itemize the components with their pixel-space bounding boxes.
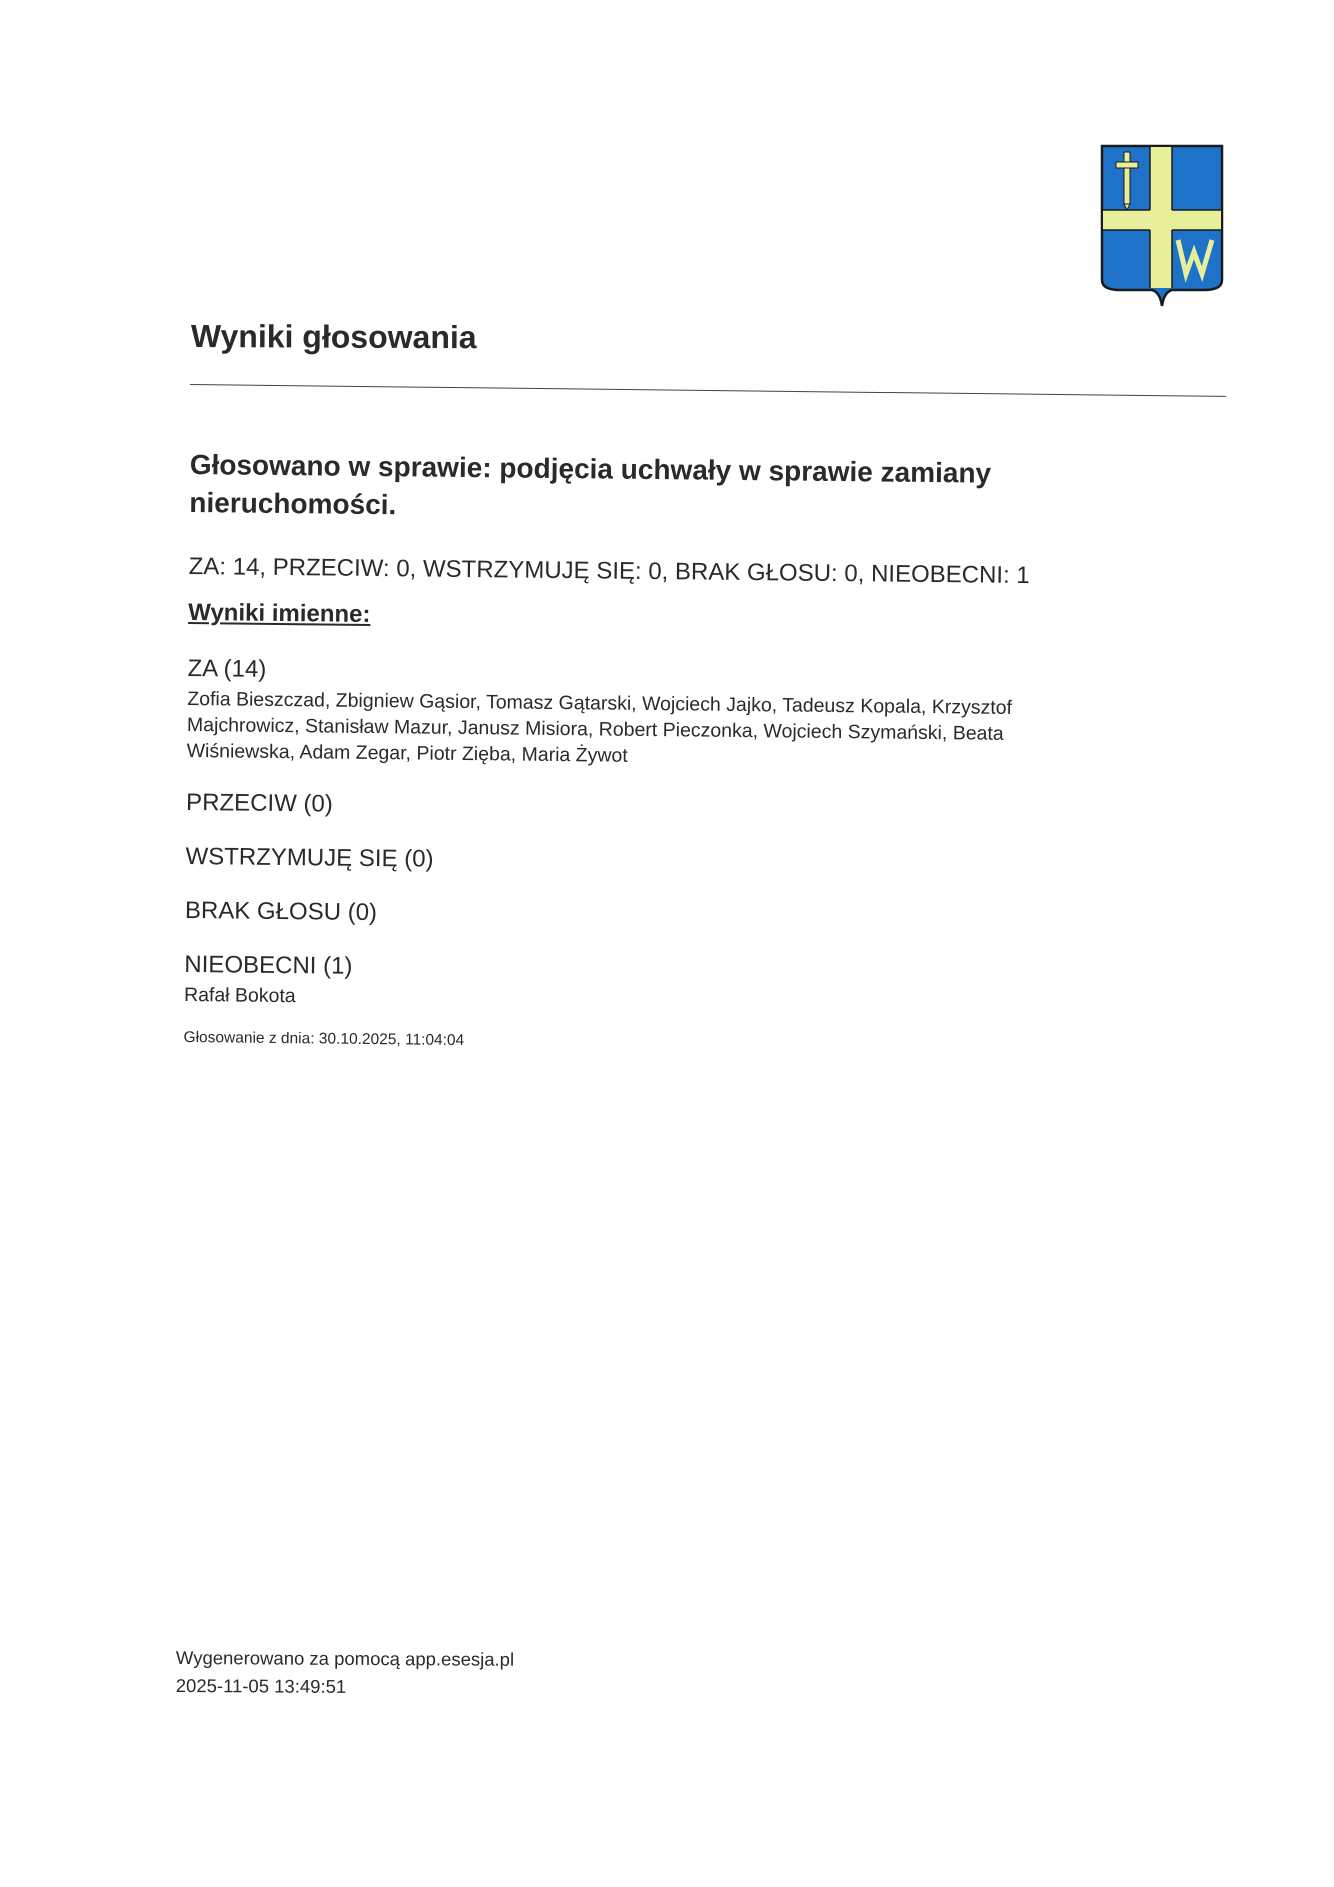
group-names: Rafał Bokota: [183, 983, 296, 1008]
vote-content: [183, 446, 1149, 1058]
group-label: PRZECIW (0): [185, 788, 333, 818]
vote-summary: ZA: 14, PRZECIW: 0, WSTRZYMUJĘ SIĘ: 0, BRAK GŁOSU: 0, NIEOBECNI: 1: [188, 552, 1030, 590]
group-label: WSTRZYMUJĘ SIĘ (0): [185, 842, 434, 873]
group-label: NIEOBECNI (1): [184, 950, 353, 980]
crest-cross-horizontal: [1103, 210, 1221, 230]
generated-at: 2025-11-05 13:49:51: [175, 1674, 347, 1697]
vote-date: Głosowanie z dnia: 30.10.2025, 11:04:04: [183, 1028, 465, 1050]
generated-by: Wygenerowano za pomocą app.esesja.pl: [175, 1647, 515, 1670]
page-title: Wyniki głosowania: [190, 318, 477, 356]
coat-of-arms-icon: [1100, 144, 1224, 308]
group-abstain: [185, 842, 1145, 882]
group-against: [186, 788, 1146, 828]
vote-subject: Głosowano w sprawie: podjęcia uchwały w sprawie zamiany nieruchomości.: [189, 448, 992, 521]
group-label: BRAK GŁOSU (0): [184, 896, 378, 927]
group-names: Zofia Bieszczad, Zbigniew Gąsior, Tomasz Gątarski, Wojciech Jajko, Tadeusz Kopala, Krzysztof Majchrowicz, Stanisław Mazur, Janusz Misiora, Robert Pieczonka, Wojciech Szymański, Beata Wiśniewska, Adam Zegar, Piotr Zięba, Maria Żywot: [186, 687, 1013, 767]
group-no-vote: [185, 896, 1145, 936]
group-label: ZA (14): [187, 654, 267, 683]
group-absent: [184, 950, 1145, 1018]
generation-footer: [176, 1644, 514, 1702]
title-divider: [190, 384, 1226, 397]
group-for: [187, 654, 1148, 774]
named-results-heading: Wyniki imienne:: [188, 598, 371, 628]
